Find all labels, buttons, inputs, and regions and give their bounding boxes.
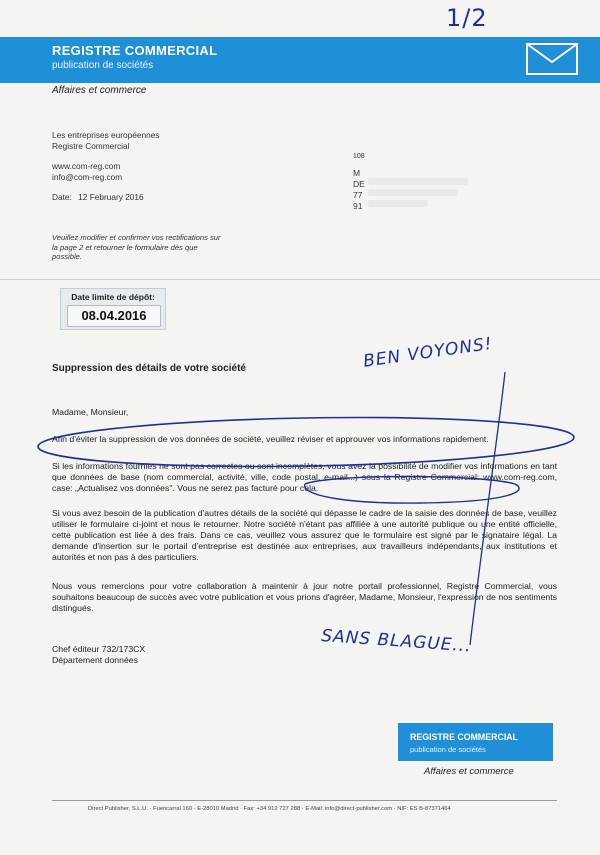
page-number-handwritten: 1/2 bbox=[446, 4, 488, 32]
legal-footer: Direct Publisher, S.L.U. · Fuencarral 160 · E-28010 Madrid · Fax: +34 912 727 288 · E-Mail: info@direct-publisher.com · NIF: ES B-87371464 bbox=[88, 806, 451, 812]
deadline-value: 08.04.2016 bbox=[67, 305, 161, 327]
signature-department: Département données bbox=[52, 655, 138, 665]
signature-title: Chef éditeur 732/173CX bbox=[52, 644, 146, 654]
sender-line2: Registre Commercial bbox=[52, 141, 130, 151]
handwritten-note-1: BEN VOYONS! bbox=[362, 333, 494, 372]
footer-tagline: Affaires et commerce bbox=[424, 766, 514, 777]
sender-website: www.com-reg.com bbox=[52, 161, 121, 171]
footer-subtitle: publication de sociétés bbox=[410, 745, 486, 754]
footer-divider bbox=[52, 800, 557, 801]
paragraph-1: Afin d'éviter la suppression de vos données de société, veuillez réviser et approuver vos informations rapidement. bbox=[52, 434, 489, 444]
instruction-note: Veuillez modifier et confirmer vos rectifications sur la page 2 et retourner le formulaire dès que possible. bbox=[52, 233, 221, 261]
header-subtitle: publication de sociétés bbox=[52, 60, 154, 71]
footer-banner bbox=[398, 723, 553, 761]
recipient-line3: DE bbox=[353, 179, 365, 189]
date-value: 12 February 2016 bbox=[78, 192, 144, 202]
paragraph-4: Nous vous remercions pour votre collaboration à maintenir à jour notre portail professionnel, Registre Commercial, vous souhaitons beaucoup de succès avec votre publication et vous prions d'agréer, Madame, Monsieur, l'expression de nos sentiments distingués. bbox=[52, 581, 557, 613]
footer-title: REGISTRE COMMERCIAL bbox=[410, 732, 519, 742]
sender-email: info@com-reg.com bbox=[52, 172, 123, 182]
date-label: Date: bbox=[52, 192, 72, 202]
handwritten-note-2: SANS BLAGUE... bbox=[320, 626, 473, 657]
header-tagline: Affaires et commerce bbox=[52, 85, 147, 96]
sender-line1: Les entreprises européennes bbox=[52, 130, 160, 140]
letter-subject: Suppression des détails de votre société bbox=[52, 363, 246, 374]
paragraph-2: Si les informations fournies ne sont pas correctes ou sont incomplètes, vous avez la possibilité de modifier vos informations en tant que données de base (nom commercial, activité, ville, code postal, e-mail...) sous la Registre Commercial: www.com-reg.com, case: „Actualisez vos données". Vous ne serez pas facturé pour cela. bbox=[52, 461, 557, 493]
header-title: REGISTRE COMMERCIAL bbox=[52, 43, 218, 58]
paragraph-3: Si vous avez besoin de la publication d'autres détails de la société qui dépasse le cadre de la saisie des données de base, veuillez utiliser le formulaire ci-joint et nous le retourner. Notre société n'étant pas affiliée à une autorité publique ou une entité officielle, cette publication est liée à des frais. Dans ce cas, veuillez vous assurez que le formulaire est signé par le signataire légal. La demande d'insertion sur le portail d'entreprise est destinée aux entreprises, aux travailleurs indépendants, aux institutions et autorités et non pas à des particuliers. bbox=[52, 508, 557, 562]
recipient-line4: 77 bbox=[353, 190, 363, 200]
recipient-line5: 91 bbox=[353, 201, 363, 211]
recipient-line1: 108 bbox=[353, 153, 365, 160]
deadline-label: Date limite de dépôt: bbox=[71, 292, 155, 302]
ink-underline-annotation bbox=[470, 372, 505, 645]
recipient-line2: M bbox=[353, 168, 361, 178]
salutation: Madame, Monsieur, bbox=[52, 407, 129, 417]
ink-circle-annotation bbox=[305, 477, 519, 504]
